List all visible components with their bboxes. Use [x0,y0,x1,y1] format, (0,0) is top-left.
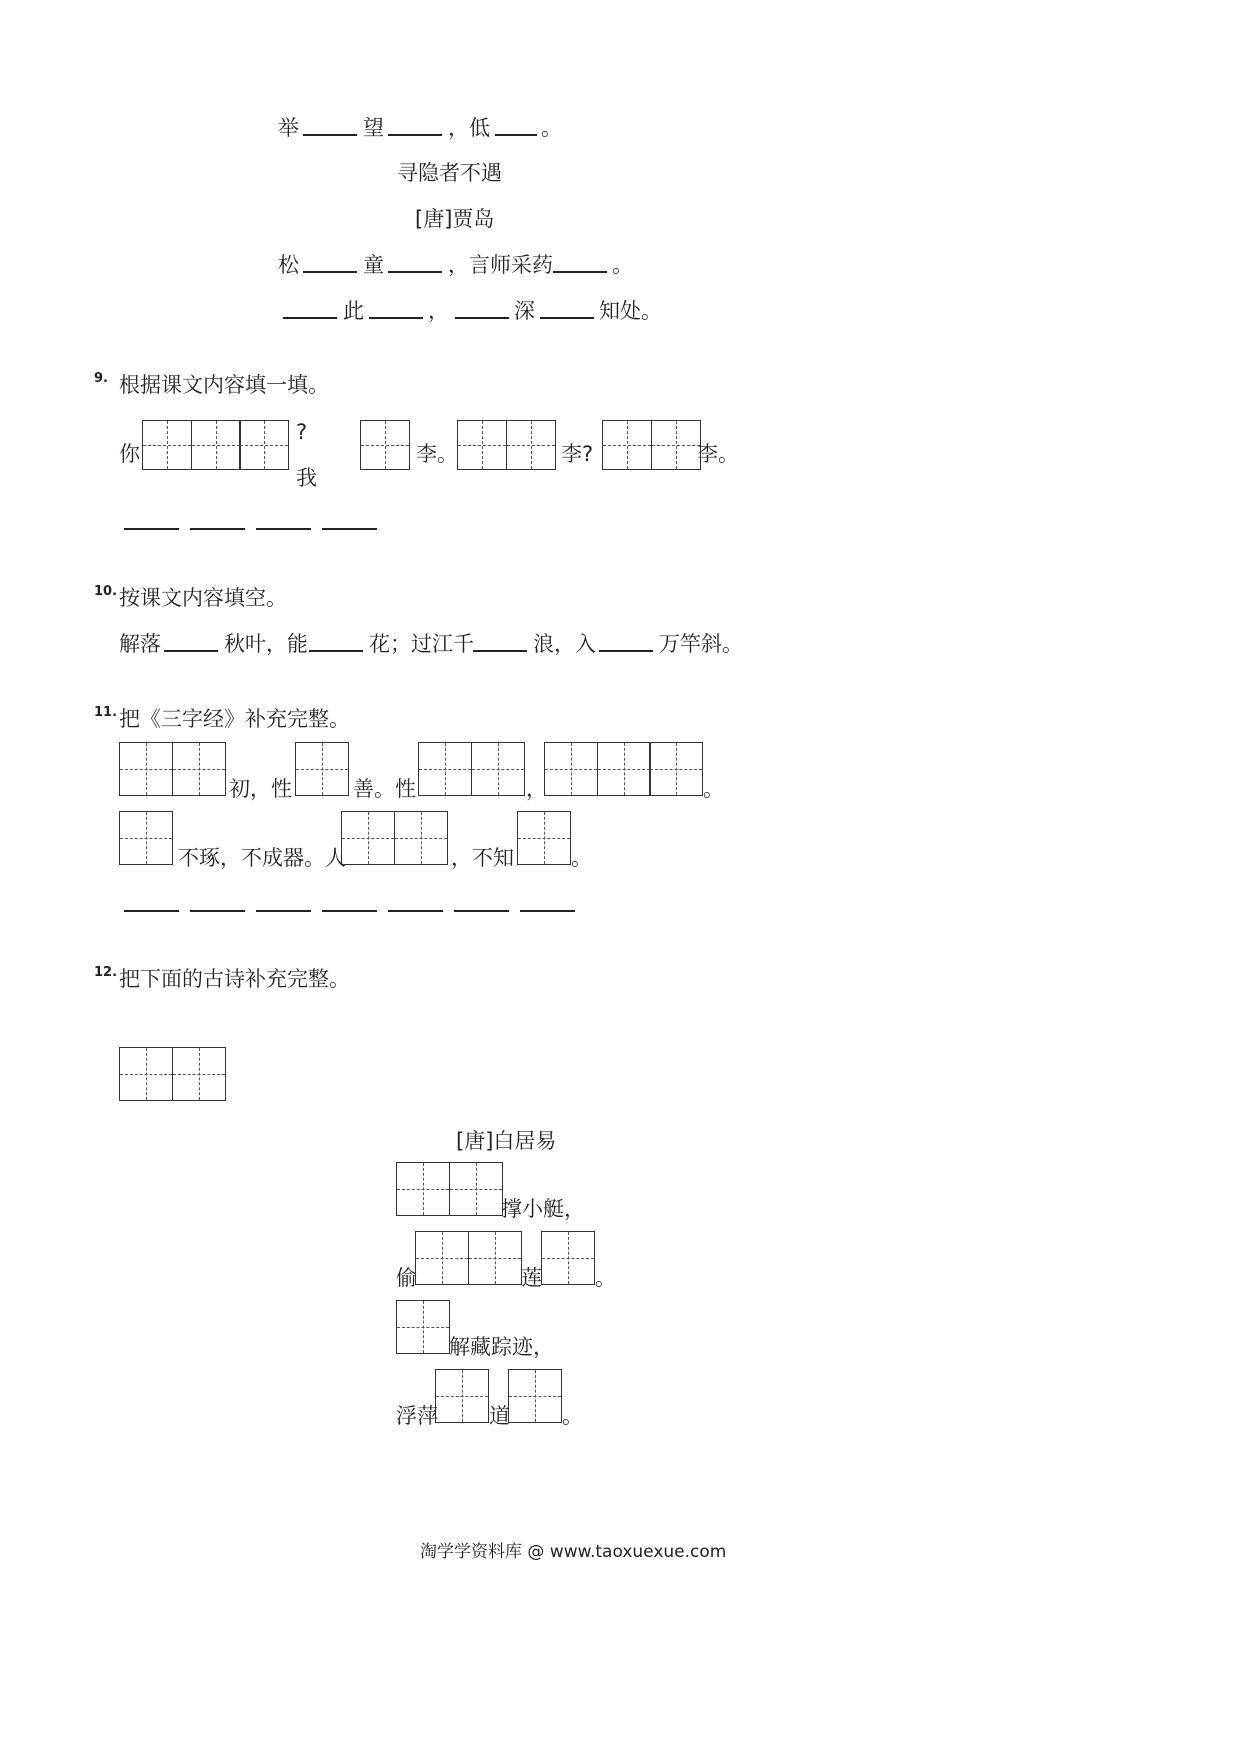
q11-row2-text-3: 。 [571,846,592,870]
char-box[interactable] [396,1162,450,1216]
answer-blank[interactable] [473,650,527,652]
q12-line1-text: 撑小艇， [501,1197,585,1221]
char-box[interactable] [471,742,525,796]
answer-blank[interactable] [455,317,509,319]
char-grid-boxes[interactable] [517,811,570,865]
char-box[interactable] [191,420,241,470]
answer-blank[interactable] [303,134,357,136]
char-box[interactable] [415,1231,469,1285]
char-box[interactable] [649,742,703,796]
answer-blank[interactable] [553,271,607,273]
q12-line4-text-2: 道 [489,1404,510,1428]
q11-row1-text-4: 。 [703,777,724,801]
char-box[interactable] [435,1369,489,1423]
answer-blank[interactable] [388,910,443,912]
char-box[interactable] [142,420,192,470]
char-box[interactable] [172,1047,226,1101]
char-grid-boxes[interactable] [295,742,348,796]
char-box[interactable] [394,811,448,865]
answer-blank[interactable] [164,650,218,652]
q9-text-question: ? [296,420,308,444]
char-box[interactable] [119,811,173,865]
char-grid-boxes[interactable] [119,742,224,796]
q11-row1-text-3: ， [526,777,547,801]
char-box[interactable] [119,1047,173,1101]
char-box[interactable] [341,811,395,865]
q12-line4-text-3: 。 [562,1404,583,1428]
answer-blank[interactable] [599,650,653,652]
char-grid-boxes[interactable] [341,811,446,865]
q9-text-li-3: 李。 [697,442,739,466]
answer-blank[interactable] [520,910,575,912]
poem2-line1-text-1: 松 [278,253,299,277]
q10-text-5: 万竿斜。 [659,632,743,656]
q11-row1-text-2: 善。性 [353,777,416,801]
q10-text-4: 浪，入 [533,632,596,656]
char-grid-boxes[interactable] [360,420,409,470]
question-prompt: 把下面的古诗补充完整。 [119,967,350,991]
q10-text-2: 秋叶，能 [224,632,308,656]
q12-line4-text-1: 浮萍 [396,1404,438,1428]
q9-text-li-1: 李。 [416,442,458,466]
q11-row2-text-2: ，不知 [451,846,514,870]
char-grid-boxes[interactable] [544,742,702,796]
char-box[interactable] [508,1369,562,1423]
answer-blank[interactable] [303,271,357,273]
char-box[interactable] [396,1300,450,1354]
q12-line3-text: 解藏踪迹， [449,1335,554,1359]
poem1-text-2: 望 [363,116,384,140]
char-grid-boxes[interactable] [418,742,523,796]
question-number: 9. [94,371,108,386]
char-box[interactable] [360,420,410,470]
char-grid-boxes[interactable] [396,1162,501,1216]
char-box[interactable] [541,1231,595,1285]
poem2-author: [唐]贾岛 [415,207,495,231]
char-grid-boxes[interactable] [541,1231,594,1285]
answer-blank[interactable] [190,528,245,530]
answer-blank[interactable] [190,910,245,912]
answer-blank[interactable] [322,910,377,912]
char-box[interactable] [119,742,173,796]
char-box[interactable] [651,420,701,470]
char-box[interactable] [544,742,598,796]
char-box[interactable] [602,420,652,470]
answer-blank[interactable] [256,910,311,912]
answer-blank[interactable] [256,528,311,530]
char-box[interactable] [597,742,651,796]
char-box[interactable] [517,811,571,865]
question-number: 12. [94,965,118,980]
char-grid-boxes[interactable] [142,420,288,470]
char-grid-boxes[interactable] [396,1300,449,1354]
answer-blank[interactable] [388,271,442,273]
question-prompt: 把《三字经》补充完整。 [119,707,350,731]
poem-author: [唐]白居易 [456,1129,557,1153]
poem1-text-4: 。 [541,116,562,140]
answer-blank[interactable] [388,134,442,136]
q9-text-li-2: 李? [561,442,594,466]
answer-blank[interactable] [124,910,179,912]
q11-row2-text-1: 不琢，不成器。人 [178,846,346,870]
char-grid-boxes[interactable] [602,420,699,470]
char-box[interactable] [457,420,507,470]
poem2-line2-text-4: 知处。 [599,299,662,323]
poem2-line2-text-2: ， [428,299,449,323]
char-box[interactable] [172,742,226,796]
q12-line2-text-3: 。 [595,1266,616,1290]
answer-blank[interactable] [495,134,537,136]
char-grid-boxes[interactable] [119,811,172,865]
q10-text-1: 解落 [119,632,161,656]
q10-text-3: 花；过江千 [369,632,474,656]
q12-line2-text-2: 莲 [521,1266,542,1290]
char-box[interactable] [449,1162,503,1216]
q9-text-ni: 你 [119,442,140,466]
char-box[interactable] [239,420,289,470]
answer-blank[interactable] [283,317,337,319]
question-number: 11. [94,705,118,720]
question-prompt: 根据课文内容填一填。 [119,373,329,397]
char-grid-boxes[interactable] [457,420,554,470]
char-grid-boxes[interactable] [435,1369,488,1423]
char-box[interactable] [468,1231,522,1285]
answer-blank[interactable] [369,317,423,319]
answer-blank[interactable] [124,528,179,530]
poem2-title: 寻隐者不遇 [397,161,502,185]
poem2-line1-text-2: 童 [363,253,384,277]
poem2-line1-text-4: 。 [612,253,633,277]
char-grid-boxes[interactable] [119,1047,224,1101]
char-box[interactable] [418,742,472,796]
q11-row1-text-1: 初，性 [229,777,292,801]
poem1-text-3: ，低 [448,116,490,140]
question-number: 10. [94,584,118,599]
answer-blank[interactable] [454,910,509,912]
footer-watermark: 淘学学资料库 @ www.taoxuexue.com [420,1542,727,1562]
question-prompt: 按课文内容填空。 [119,586,287,610]
poem2-line2-text-1: 此 [343,299,364,323]
char-box[interactable] [295,742,349,796]
poem1-text-1: 举 [278,116,299,140]
answer-blank[interactable] [540,317,594,319]
char-box[interactable] [506,420,556,470]
char-grid-boxes[interactable] [508,1369,561,1423]
poem2-line1-text-3: ，言师采药 [448,253,553,277]
poem2-line2-text-3: 深 [514,299,535,323]
char-grid-boxes[interactable] [415,1231,520,1285]
answer-blank[interactable] [322,528,377,530]
answer-blank[interactable] [309,650,363,652]
q12-line2-text-1: 偷 [396,1266,417,1290]
q9-text-wo: 我 [296,466,317,490]
